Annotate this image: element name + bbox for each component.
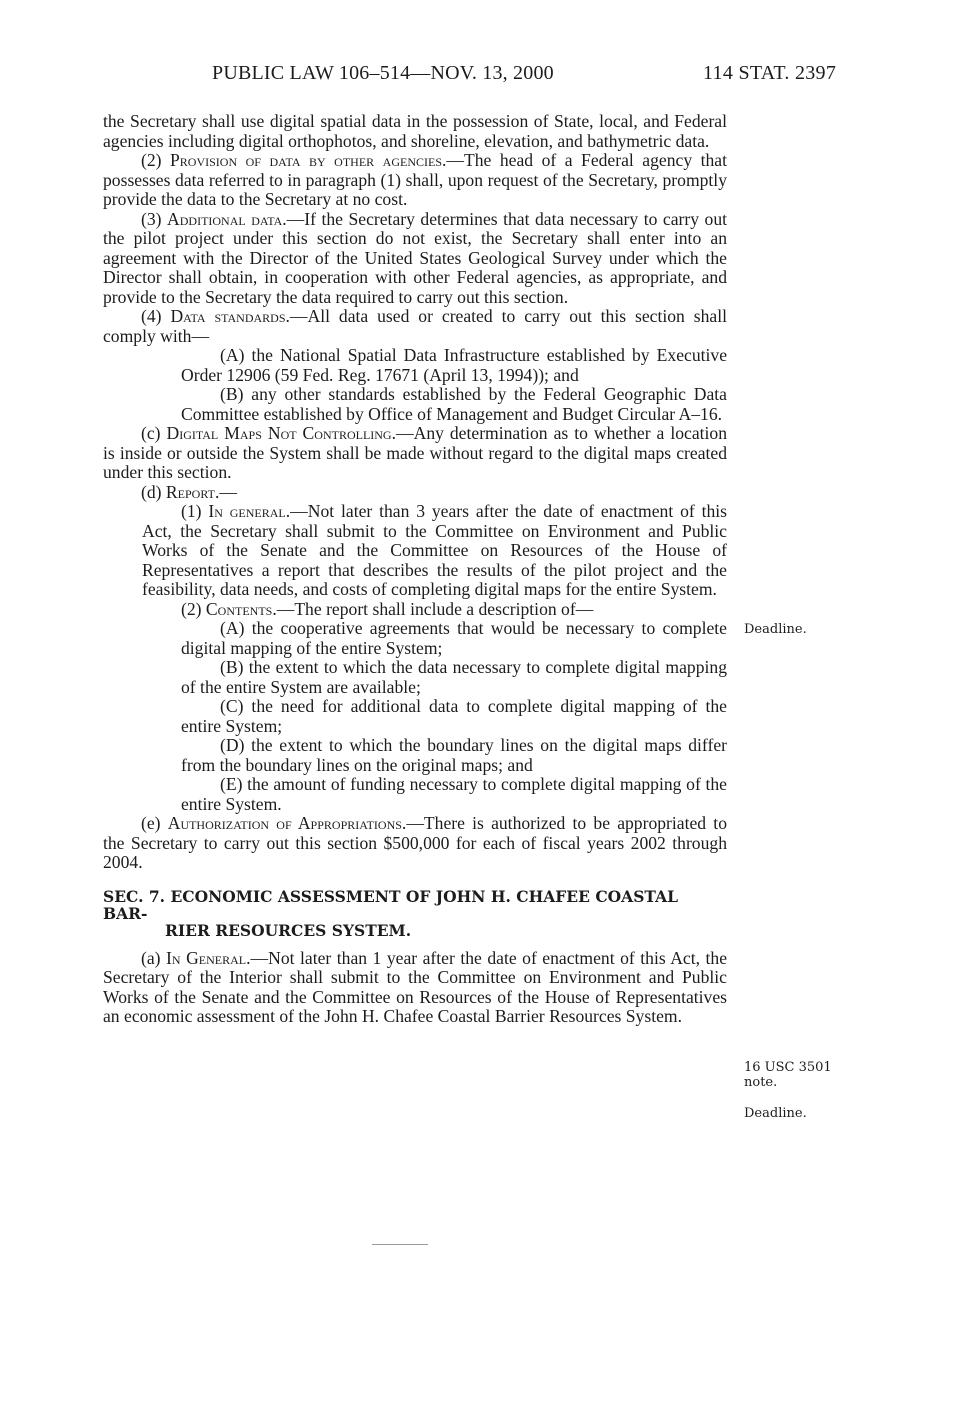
paragraph-d2	[103, 600, 727, 620]
subsection-number: (d)	[141, 481, 162, 502]
subsection-text: —Any determination as to whether a location is inside or outside the System shall be made without regard to the digital maps created under this section.	[103, 423, 727, 482]
paragraph-number: (1)	[181, 501, 202, 521]
subsection-dash: —	[219, 481, 237, 502]
paragraph-intro: the Secretary shall use digital spatial data in the possession of State, local, and Federal agencies including digital orthophotos, and shoreline, elevation, and bathymetric data.	[103, 111, 727, 151]
subsection-heading: Digital Maps Not Controlling.	[166, 423, 397, 443]
usc-note: note.	[744, 1075, 778, 1090]
margin-note-deadline: Deadline.	[744, 622, 807, 637]
paragraph-text: —The head of a Federal agency that possesses data referred to in paragraph (1) shall, upon request of the Secretary, promptly provide the data to the Secretary at no cost.	[103, 150, 727, 209]
subsection-text: —There is authorized to be appropriated to the Secretary to carry out this section $500,000 for each of fiscal years 2002 through 2004.	[103, 813, 727, 872]
subsection-c	[103, 424, 727, 483]
clause-d2a: (A) the cooperative agreements that would be necessary to complete digital mapping of the entire System;	[181, 618, 727, 658]
clause-d2d: (D) the extent to which the boundary lines on the digital maps differ from the boundary lines on the original maps; and	[181, 735, 727, 775]
paragraph-heading: Provision of data by other agencies.	[170, 150, 447, 170]
section-heading-line-1: SEC. 7. ECONOMIC ASSESSMENT OF JOHN H. CHAFEE COASTAL BAR-	[103, 886, 678, 923]
paragraph-number: (2)	[141, 150, 162, 170]
paragraph-text: —All data used or created to carry out this section shall comply with—	[103, 306, 727, 346]
body-text	[103, 112, 727, 1027]
subsection-number: (a)	[141, 947, 161, 968]
clause-d2e: (E) the amount of funding necessary to complete digital mapping of the entire System.	[181, 774, 727, 814]
page-header	[0, 62, 958, 90]
clause-4a: (A) the National Spatial Data Infrastructure established by Executive Order 12906 (59 Fed. Reg. 17671 (April 13, 1994)); and	[181, 345, 727, 385]
paragraph-text: —The report shall include a description of—	[276, 598, 594, 619]
paragraph-4	[103, 307, 727, 346]
clause-d2b: (B) the extent to which the data necessary to complete digital mapping of the entire System are available;	[181, 657, 727, 697]
paragraph-heading: In general.	[208, 501, 291, 521]
subsection-heading: Report.	[165, 481, 220, 502]
subsection-d	[103, 483, 727, 503]
running-title: PUBLIC LAW 106–514—NOV. 13, 2000	[212, 62, 554, 84]
paragraph-2	[103, 151, 727, 210]
section-7-heading	[103, 888, 727, 939]
paragraph-heading: Data standards.	[170, 306, 290, 326]
clause-d2c: (C) the need for additional data to complete digital mapping of the entire System;	[181, 696, 727, 736]
stat-page-number: 114 STAT. 2397	[703, 62, 837, 84]
clause-4b: (B) any other standards established by the Federal Geographic Data Committee established by Office of Management and Budget Circular A–16.	[181, 384, 727, 424]
section-7-subsection-a	[103, 949, 727, 1027]
paragraph-text: —Not later than 3 years after the date of enactment of this Act, the Secretary shall submit to the Committee on Environment and Public Works of the Senate and the Committee on Resources of the House of Representatives a report that describes the results of the pilot project and the feasibility, data needs, and costs of completing digital maps for the entire System.	[142, 501, 727, 599]
subsection-heading: Authorization of Appropriations.	[167, 813, 407, 833]
end-rule	[372, 1244, 428, 1245]
margin-note-deadline-2: Deadline.	[744, 1106, 807, 1121]
paragraph-heading: Additional data.	[167, 208, 287, 229]
margin-note-usc-citation	[744, 1060, 832, 1090]
paragraph-3	[103, 210, 727, 308]
paragraph-text: —If the Secretary determines that data necessary to carry out the pilot project under this section do not exist, the Secretary shall enter into an agreement with the Director of the United States Geological Survey under which the Director shall obtain, in cooperation with other Federal agencies, as appropriate, and provide to the Secretary the data required to carry out this section.	[103, 208, 727, 307]
paragraph-number: (4)	[141, 306, 162, 326]
paragraph-heading: Contents.	[205, 598, 277, 619]
paragraph-number: (3)	[141, 208, 162, 229]
usc-reference: 16 USC 3501	[744, 1060, 832, 1075]
subsection-number: (e)	[141, 813, 161, 833]
subsection-heading: In General.	[166, 947, 251, 968]
paragraph-d1	[103, 502, 727, 600]
subsection-number: (c)	[141, 423, 161, 443]
section-heading-line-2: RIER RESOURCES SYSTEM.	[165, 920, 412, 940]
subsection-text: —Not later than 1 year after the date of enactment of this Act, the Secretary of the Interior shall submit to the Committee on Environment and Public Works of the Senate and the Committee on Resources of the House of Representatives an economic assessment of the John H. Chafee Coastal Barrier Resources System.	[103, 947, 728, 1026]
paragraph-number: (2)	[181, 598, 202, 619]
subsection-e	[103, 814, 727, 873]
